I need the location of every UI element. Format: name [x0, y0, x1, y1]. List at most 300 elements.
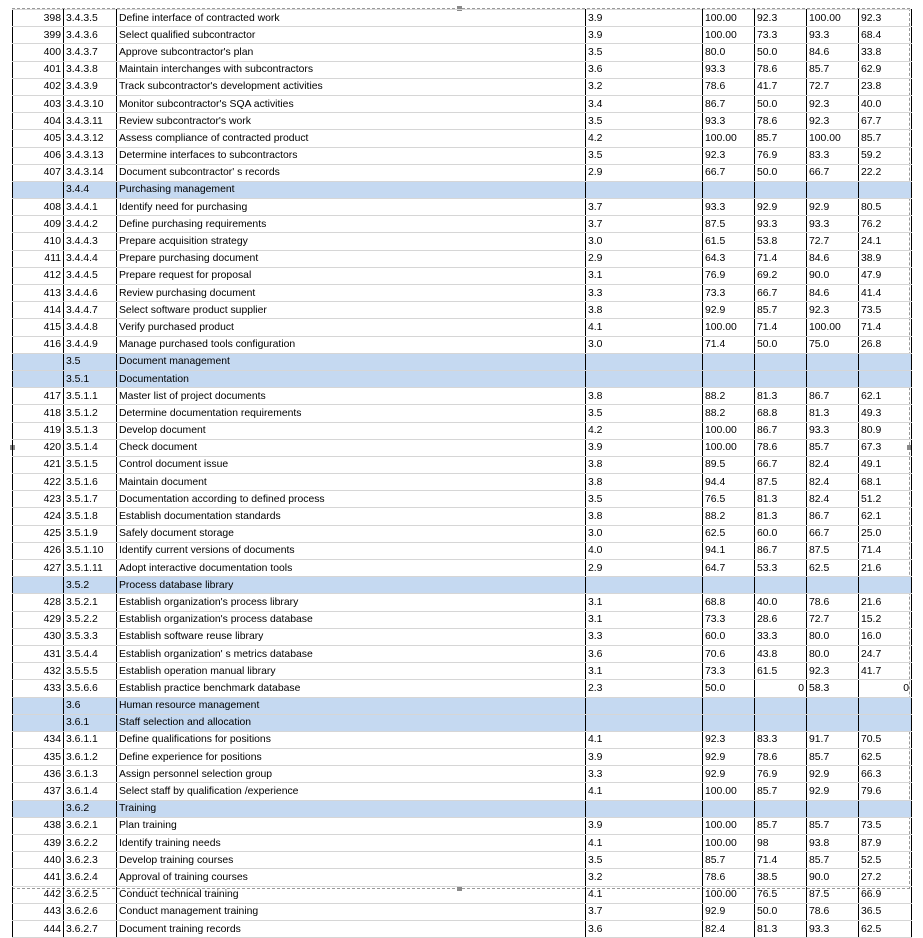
- cell-n[interactable]: 406: [13, 147, 64, 164]
- cell-code[interactable]: 3.4.3.12: [64, 130, 117, 147]
- cell-v4[interactable]: 27.2: [859, 869, 912, 886]
- cell-v3[interactable]: 85.7: [807, 749, 859, 766]
- cell-v4[interactable]: [859, 714, 912, 731]
- cell-v3[interactable]: 78.6: [807, 594, 859, 611]
- cell-v1[interactable]: 78.6: [703, 869, 755, 886]
- cell-v1[interactable]: [703, 370, 755, 387]
- cell-v1[interactable]: 93.3: [703, 199, 755, 216]
- cell-v1[interactable]: 73.3: [703, 611, 755, 628]
- cell-v2[interactable]: [755, 577, 807, 594]
- cell-name[interactable]: Select software product supplier: [117, 302, 586, 319]
- cell-v4[interactable]: 33.8: [859, 44, 912, 61]
- cell-v1[interactable]: 61.5: [703, 233, 755, 250]
- cell-v1[interactable]: 89.5: [703, 456, 755, 473]
- cell-v3[interactable]: 100.00: [807, 130, 859, 147]
- cell-v3[interactable]: 81.3: [807, 405, 859, 422]
- cell-score[interactable]: 3.9: [586, 10, 703, 27]
- cell-name[interactable]: Conduct technical training: [117, 886, 586, 903]
- cell-score[interactable]: 3.6: [586, 61, 703, 78]
- cell-v4[interactable]: 80.5: [859, 199, 912, 216]
- cell-v2[interactable]: 53.8: [755, 233, 807, 250]
- cell-score[interactable]: 3.8: [586, 388, 703, 405]
- cell-v4[interactable]: [859, 577, 912, 594]
- cell-v2[interactable]: 85.7: [755, 817, 807, 834]
- cell-score[interactable]: 3.9: [586, 439, 703, 456]
- cell-v2[interactable]: 66.7: [755, 285, 807, 302]
- cell-code[interactable]: 3.6.2.4: [64, 869, 117, 886]
- cell-v2[interactable]: 38.5: [755, 869, 807, 886]
- cell-code[interactable]: 3.5.1.7: [64, 491, 117, 508]
- cell-v3[interactable]: [807, 577, 859, 594]
- cell-v1[interactable]: 73.3: [703, 285, 755, 302]
- cell-v2[interactable]: 81.3: [755, 508, 807, 525]
- cell-code[interactable]: 3.6.1.3: [64, 766, 117, 783]
- cell-score[interactable]: 4.1: [586, 319, 703, 336]
- cell-n[interactable]: 434: [13, 731, 64, 748]
- cell-score[interactable]: 3.6: [586, 920, 703, 937]
- cell-v2[interactable]: 0: [755, 680, 807, 697]
- cell-v3[interactable]: 83.3: [807, 147, 859, 164]
- cell-n[interactable]: 424: [13, 508, 64, 525]
- cell-v1[interactable]: 100.00: [703, 817, 755, 834]
- cell-v3[interactable]: 84.6: [807, 44, 859, 61]
- cell-code[interactable]: 3.4.3.7: [64, 44, 117, 61]
- cell-n[interactable]: 408: [13, 199, 64, 216]
- cell-code[interactable]: 3.4.4.3: [64, 233, 117, 250]
- cell-v4[interactable]: 79.6: [859, 783, 912, 800]
- cell-v1[interactable]: 92.9: [703, 749, 755, 766]
- cell-code[interactable]: 3.5.1.5: [64, 456, 117, 473]
- cell-v3[interactable]: 92.9: [807, 783, 859, 800]
- cell-v1[interactable]: 92.3: [703, 147, 755, 164]
- cell-v4[interactable]: 73.5: [859, 302, 912, 319]
- cell-n[interactable]: 398: [13, 10, 64, 27]
- cell-code[interactable]: 3.4.4.7: [64, 302, 117, 319]
- cell-score[interactable]: 3.9: [586, 27, 703, 44]
- cell-n[interactable]: 418: [13, 405, 64, 422]
- cell-v4[interactable]: 49.1: [859, 456, 912, 473]
- cell-name[interactable]: Prepare acquisition strategy: [117, 233, 586, 250]
- cell-code[interactable]: 3.4.4.4: [64, 250, 117, 267]
- cell-v2[interactable]: 73.3: [755, 27, 807, 44]
- cell-name[interactable]: Assess compliance of contracted product: [117, 130, 586, 147]
- cell-v1[interactable]: 64.3: [703, 250, 755, 267]
- cell-v3[interactable]: 86.7: [807, 388, 859, 405]
- cell-v3[interactable]: 92.3: [807, 663, 859, 680]
- cell-score[interactable]: 3.0: [586, 336, 703, 353]
- cell-v2[interactable]: 50.0: [755, 903, 807, 920]
- cell-v4[interactable]: 68.1: [859, 474, 912, 491]
- cell-score[interactable]: 3.3: [586, 628, 703, 645]
- cell-v3[interactable]: 72.7: [807, 78, 859, 95]
- cell-n[interactable]: 427: [13, 560, 64, 577]
- cell-score[interactable]: 3.8: [586, 302, 703, 319]
- cell-v2[interactable]: 86.7: [755, 422, 807, 439]
- cell-name[interactable]: Approval of training courses: [117, 869, 586, 886]
- cell-score[interactable]: 2.9: [586, 164, 703, 181]
- cell-name[interactable]: Check document: [117, 439, 586, 456]
- cell-v2[interactable]: [755, 370, 807, 387]
- cell-v1[interactable]: 87.5: [703, 216, 755, 233]
- cell-n[interactable]: 420: [13, 439, 64, 456]
- cell-name[interactable]: Manage purchased tools configuration: [117, 336, 586, 353]
- cell-score[interactable]: 4.0: [586, 542, 703, 559]
- cell-code[interactable]: 3.4.4.2: [64, 216, 117, 233]
- cell-v3[interactable]: 84.6: [807, 285, 859, 302]
- cell-score[interactable]: 3.5: [586, 405, 703, 422]
- cell-v4[interactable]: 67.3: [859, 439, 912, 456]
- cell-score[interactable]: 3.6: [586, 645, 703, 662]
- cell-v4[interactable]: 62.1: [859, 508, 912, 525]
- cell-score[interactable]: [586, 181, 703, 198]
- cell-v1[interactable]: 100.00: [703, 835, 755, 852]
- cell-v2[interactable]: 28.6: [755, 611, 807, 628]
- cell-score[interactable]: 3.5: [586, 44, 703, 61]
- cell-name[interactable]: Select qualified subcontractor: [117, 27, 586, 44]
- cell-name[interactable]: Monitor subcontractor's SQA activities: [117, 95, 586, 112]
- cell-n[interactable]: 444: [13, 920, 64, 937]
- cell-code[interactable]: 3.5.1.6: [64, 474, 117, 491]
- cell-v3[interactable]: 58.3: [807, 680, 859, 697]
- cell-score[interactable]: 2.9: [586, 560, 703, 577]
- cell-v3[interactable]: 92.9: [807, 766, 859, 783]
- cell-v4[interactable]: 47.9: [859, 267, 912, 284]
- cell-v1[interactable]: 92.9: [703, 302, 755, 319]
- cell-v3[interactable]: 90.0: [807, 267, 859, 284]
- cell-v1[interactable]: 94.4: [703, 474, 755, 491]
- cell-code[interactable]: 3.6.1.2: [64, 749, 117, 766]
- cell-v3[interactable]: 85.7: [807, 439, 859, 456]
- cell-v4[interactable]: 49.3: [859, 405, 912, 422]
- cell-v4[interactable]: 16.0: [859, 628, 912, 645]
- cell-score[interactable]: [586, 577, 703, 594]
- cell-v4[interactable]: 38.9: [859, 250, 912, 267]
- cell-v1[interactable]: [703, 353, 755, 370]
- cell-code[interactable]: 3.4.4.5: [64, 267, 117, 284]
- cell-v4[interactable]: 80.9: [859, 422, 912, 439]
- cell-v3[interactable]: 72.7: [807, 233, 859, 250]
- cell-n[interactable]: [13, 370, 64, 387]
- cell-code[interactable]: 3.5.2: [64, 577, 117, 594]
- cell-n[interactable]: 439: [13, 835, 64, 852]
- cell-n[interactable]: 431: [13, 645, 64, 662]
- cell-v4[interactable]: 71.4: [859, 542, 912, 559]
- cell-name[interactable]: Establish documentation standards: [117, 508, 586, 525]
- cell-v4[interactable]: 22.2: [859, 164, 912, 181]
- cell-score[interactable]: 3.5: [586, 147, 703, 164]
- cell-v2[interactable]: 78.6: [755, 749, 807, 766]
- cell-code[interactable]: 3.4.3.9: [64, 78, 117, 95]
- cell-code[interactable]: 3.5.1.8: [64, 508, 117, 525]
- cell-v1[interactable]: 93.3: [703, 61, 755, 78]
- cell-n[interactable]: 429: [13, 611, 64, 628]
- cell-v4[interactable]: 62.9: [859, 61, 912, 78]
- cell-v4[interactable]: [859, 800, 912, 817]
- cell-n[interactable]: 442: [13, 886, 64, 903]
- cell-v3[interactable]: 92.9: [807, 199, 859, 216]
- cell-n[interactable]: 402: [13, 78, 64, 95]
- cell-n[interactable]: 438: [13, 817, 64, 834]
- cell-v2[interactable]: 69.2: [755, 267, 807, 284]
- cell-v4[interactable]: 85.7: [859, 130, 912, 147]
- cell-code[interactable]: 3.6: [64, 697, 117, 714]
- cell-n[interactable]: 433: [13, 680, 64, 697]
- cell-v3[interactable]: 92.3: [807, 95, 859, 112]
- cell-v1[interactable]: [703, 697, 755, 714]
- cell-v3[interactable]: 93.3: [807, 920, 859, 937]
- cell-name[interactable]: Safely document storage: [117, 525, 586, 542]
- cell-name[interactable]: Track subcontractor's development activities: [117, 78, 586, 95]
- cell-name[interactable]: Define purchasing requirements: [117, 216, 586, 233]
- cell-v3[interactable]: 87.5: [807, 542, 859, 559]
- cell-score[interactable]: 2.3: [586, 680, 703, 697]
- cell-v4[interactable]: 25.0: [859, 525, 912, 542]
- cell-n[interactable]: 435: [13, 749, 64, 766]
- cell-v2[interactable]: 93.3: [755, 216, 807, 233]
- cell-v3[interactable]: 87.5: [807, 886, 859, 903]
- cell-code[interactable]: 3.6.2.6: [64, 903, 117, 920]
- cell-score[interactable]: [586, 370, 703, 387]
- cell-name[interactable]: Adopt interactive documentation tools: [117, 560, 586, 577]
- cell-code[interactable]: 3.4.4.6: [64, 285, 117, 302]
- cell-v3[interactable]: 85.7: [807, 852, 859, 869]
- cell-v2[interactable]: 98: [755, 835, 807, 852]
- cell-v2[interactable]: 60.0: [755, 525, 807, 542]
- cell-v1[interactable]: 100.00: [703, 10, 755, 27]
- cell-v2[interactable]: 78.6: [755, 113, 807, 130]
- cell-name[interactable]: Identify need for purchasing: [117, 199, 586, 216]
- cell-v1[interactable]: 100.00: [703, 422, 755, 439]
- cell-v4[interactable]: 51.2: [859, 491, 912, 508]
- cell-v4[interactable]: 15.2: [859, 611, 912, 628]
- cell-v2[interactable]: 71.4: [755, 852, 807, 869]
- cell-v3[interactable]: [807, 353, 859, 370]
- cell-code[interactable]: 3.4.4.9: [64, 336, 117, 353]
- cell-score[interactable]: 3.0: [586, 525, 703, 542]
- cell-v3[interactable]: 78.6: [807, 903, 859, 920]
- cell-name[interactable]: Review purchasing document: [117, 285, 586, 302]
- cell-name[interactable]: Develop document: [117, 422, 586, 439]
- cell-v3[interactable]: 85.7: [807, 817, 859, 834]
- cell-v4[interactable]: 52.5: [859, 852, 912, 869]
- cell-n[interactable]: 412: [13, 267, 64, 284]
- cell-v2[interactable]: 50.0: [755, 95, 807, 112]
- cell-v2[interactable]: 50.0: [755, 44, 807, 61]
- cell-score[interactable]: 4.2: [586, 130, 703, 147]
- cell-score[interactable]: 3.1: [586, 267, 703, 284]
- cell-v2[interactable]: 50.0: [755, 164, 807, 181]
- cell-n[interactable]: 425: [13, 525, 64, 542]
- cell-score[interactable]: 3.8: [586, 474, 703, 491]
- cell-v2[interactable]: 78.6: [755, 439, 807, 456]
- cell-v3[interactable]: 75.0: [807, 336, 859, 353]
- cell-v4[interactable]: 67.7: [859, 113, 912, 130]
- cell-score[interactable]: 3.1: [586, 663, 703, 680]
- cell-v2[interactable]: 92.3: [755, 10, 807, 27]
- cell-v3[interactable]: 66.7: [807, 164, 859, 181]
- cell-v4[interactable]: [859, 353, 912, 370]
- cell-v1[interactable]: 80.0: [703, 44, 755, 61]
- cell-code[interactable]: 3.6.2.2: [64, 835, 117, 852]
- cell-n[interactable]: [13, 353, 64, 370]
- cell-v3[interactable]: 90.0: [807, 869, 859, 886]
- cell-score[interactable]: 3.9: [586, 817, 703, 834]
- cell-code[interactable]: 3.4.3.8: [64, 61, 117, 78]
- cell-v3[interactable]: 92.3: [807, 113, 859, 130]
- cell-code[interactable]: 3.6.2.7: [64, 920, 117, 937]
- cell-score[interactable]: 3.9: [586, 749, 703, 766]
- cell-code[interactable]: 3.5.1.11: [64, 560, 117, 577]
- cell-score[interactable]: 4.1: [586, 731, 703, 748]
- cell-v3[interactable]: 93.8: [807, 835, 859, 852]
- cell-v1[interactable]: 100.00: [703, 783, 755, 800]
- cell-n[interactable]: 430: [13, 628, 64, 645]
- cell-v2[interactable]: 78.6: [755, 61, 807, 78]
- cell-name[interactable]: Approve subcontractor's plan: [117, 44, 586, 61]
- cell-score[interactable]: [586, 714, 703, 731]
- cell-v3[interactable]: 93.3: [807, 216, 859, 233]
- cell-score[interactable]: 3.4: [586, 95, 703, 112]
- cell-name[interactable]: Define experience for positions: [117, 749, 586, 766]
- cell-name[interactable]: Document training records: [117, 920, 586, 937]
- cell-v4[interactable]: 21.6: [859, 560, 912, 577]
- cell-v3[interactable]: 93.3: [807, 27, 859, 44]
- cell-name[interactable]: Purchasing management: [117, 181, 586, 198]
- cell-name[interactable]: Maintain interchanges with subcontractors: [117, 61, 586, 78]
- cell-v1[interactable]: 88.2: [703, 405, 755, 422]
- cell-n[interactable]: 432: [13, 663, 64, 680]
- cell-v2[interactable]: 71.4: [755, 250, 807, 267]
- cell-v4[interactable]: 92.3: [859, 10, 912, 27]
- cell-n[interactable]: 416: [13, 336, 64, 353]
- cell-v2[interactable]: 66.7: [755, 456, 807, 473]
- cell-v4[interactable]: 66.3: [859, 766, 912, 783]
- cell-n[interactable]: [13, 577, 64, 594]
- cell-v1[interactable]: 62.5: [703, 525, 755, 542]
- cell-score[interactable]: 2.9: [586, 250, 703, 267]
- cell-score[interactable]: 3.1: [586, 594, 703, 611]
- cell-v1[interactable]: [703, 181, 755, 198]
- cell-code[interactable]: 3.5.1.1: [64, 388, 117, 405]
- cell-v2[interactable]: 87.5: [755, 474, 807, 491]
- cell-v4[interactable]: 41.4: [859, 285, 912, 302]
- cell-v3[interactable]: [807, 181, 859, 198]
- cell-code[interactable]: 3.4.3.10: [64, 95, 117, 112]
- cell-code[interactable]: 3.5.1: [64, 370, 117, 387]
- cell-name[interactable]: Documentation according to defined process: [117, 491, 586, 508]
- cell-v4[interactable]: 87.9: [859, 835, 912, 852]
- cell-v1[interactable]: 66.7: [703, 164, 755, 181]
- cell-v3[interactable]: 80.0: [807, 645, 859, 662]
- cell-code[interactable]: 3.6.2: [64, 800, 117, 817]
- cell-v2[interactable]: 76.9: [755, 766, 807, 783]
- cell-code[interactable]: 3.5.1.9: [64, 525, 117, 542]
- cell-score[interactable]: 3.7: [586, 216, 703, 233]
- cell-name[interactable]: Define qualifications for positions: [117, 731, 586, 748]
- cell-v3[interactable]: 82.4: [807, 491, 859, 508]
- cell-v1[interactable]: 100.00: [703, 130, 755, 147]
- cell-v2[interactable]: 81.3: [755, 491, 807, 508]
- cell-code[interactable]: 3.6.1: [64, 714, 117, 731]
- cell-v2[interactable]: 68.8: [755, 405, 807, 422]
- cell-score[interactable]: 3.5: [586, 491, 703, 508]
- cell-name[interactable]: Staff selection and allocation: [117, 714, 586, 731]
- cell-v1[interactable]: 60.0: [703, 628, 755, 645]
- cell-v2[interactable]: [755, 714, 807, 731]
- cell-score[interactable]: 3.2: [586, 869, 703, 886]
- cell-v1[interactable]: 82.4: [703, 920, 755, 937]
- cell-code[interactable]: 3.5.4.4: [64, 645, 117, 662]
- cell-v3[interactable]: 84.6: [807, 250, 859, 267]
- cell-name[interactable]: Training: [117, 800, 586, 817]
- cell-name[interactable]: Master list of project documents: [117, 388, 586, 405]
- cell-name[interactable]: Human resource management: [117, 697, 586, 714]
- cell-name[interactable]: Plan training: [117, 817, 586, 834]
- cell-n[interactable]: 421: [13, 456, 64, 473]
- cell-name[interactable]: Maintain document: [117, 474, 586, 491]
- cell-v1[interactable]: 70.6: [703, 645, 755, 662]
- cell-code[interactable]: 3.5.5.5: [64, 663, 117, 680]
- cell-code[interactable]: 3.6.2.1: [64, 817, 117, 834]
- cell-v3[interactable]: 91.7: [807, 731, 859, 748]
- cell-v3[interactable]: 100.00: [807, 10, 859, 27]
- cell-code[interactable]: 3.5: [64, 353, 117, 370]
- cell-score[interactable]: 3.5: [586, 113, 703, 130]
- cell-code[interactable]: 3.4.3.11: [64, 113, 117, 130]
- cell-name[interactable]: Control document issue: [117, 456, 586, 473]
- cell-code[interactable]: 3.5.3.3: [64, 628, 117, 645]
- cell-code[interactable]: 3.6.1.1: [64, 731, 117, 748]
- cell-code[interactable]: 3.6.2.5: [64, 886, 117, 903]
- cell-v2[interactable]: 53.3: [755, 560, 807, 577]
- cell-v4[interactable]: 23.8: [859, 78, 912, 95]
- cell-v4[interactable]: 40.0: [859, 95, 912, 112]
- cell-v1[interactable]: 68.8: [703, 594, 755, 611]
- cell-code[interactable]: 3.5.2.2: [64, 611, 117, 628]
- cell-name[interactable]: Identify training needs: [117, 835, 586, 852]
- cell-name[interactable]: Prepare purchasing document: [117, 250, 586, 267]
- cell-score[interactable]: 3.1: [586, 611, 703, 628]
- cell-name[interactable]: Select staff by qualification /experience: [117, 783, 586, 800]
- cell-v1[interactable]: 50.0: [703, 680, 755, 697]
- cell-v4[interactable]: 36.5: [859, 903, 912, 920]
- cell-n[interactable]: [13, 714, 64, 731]
- cell-name[interactable]: Develop training courses: [117, 852, 586, 869]
- cell-v3[interactable]: 66.7: [807, 525, 859, 542]
- cell-v1[interactable]: 94.1: [703, 542, 755, 559]
- cell-v2[interactable]: [755, 353, 807, 370]
- cell-v4[interactable]: 66.9: [859, 886, 912, 903]
- cell-v2[interactable]: 43.8: [755, 645, 807, 662]
- cell-v3[interactable]: 85.7: [807, 61, 859, 78]
- cell-n[interactable]: 414: [13, 302, 64, 319]
- cell-v1[interactable]: 93.3: [703, 113, 755, 130]
- cell-score[interactable]: 4.2: [586, 422, 703, 439]
- cell-v4[interactable]: [859, 181, 912, 198]
- cell-code[interactable]: 3.4.3.13: [64, 147, 117, 164]
- cell-v2[interactable]: 76.9: [755, 147, 807, 164]
- cell-score[interactable]: 3.3: [586, 766, 703, 783]
- cell-name[interactable]: Establish practice benchmark database: [117, 680, 586, 697]
- cell-v2[interactable]: 41.7: [755, 78, 807, 95]
- cell-v2[interactable]: 92.9: [755, 199, 807, 216]
- cell-name[interactable]: Identify current versions of documents: [117, 542, 586, 559]
- cell-name[interactable]: Documentation: [117, 370, 586, 387]
- cell-code[interactable]: 3.5.6.6: [64, 680, 117, 697]
- cell-v1[interactable]: 92.9: [703, 766, 755, 783]
- cell-score[interactable]: 4.1: [586, 835, 703, 852]
- cell-n[interactable]: 415: [13, 319, 64, 336]
